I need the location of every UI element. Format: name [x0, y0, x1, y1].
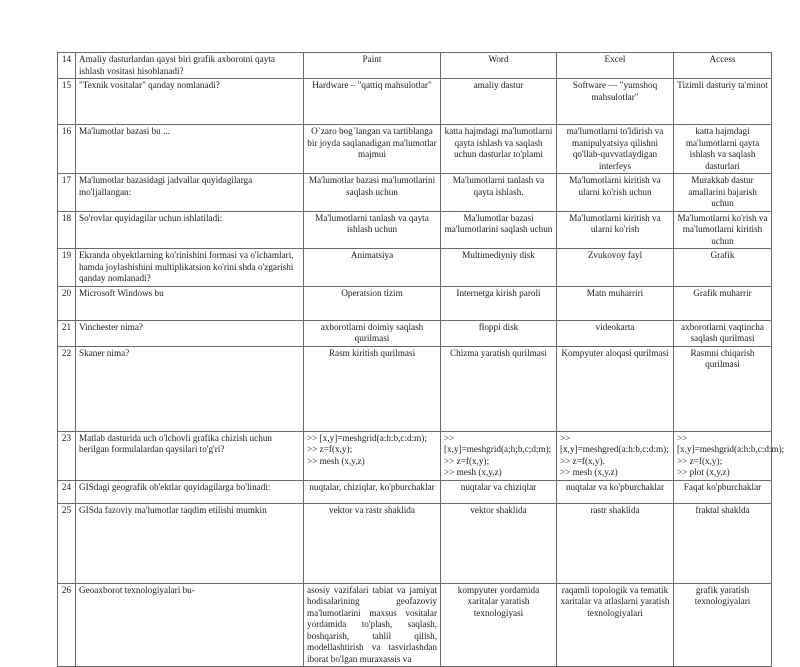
table-row: [58, 583, 772, 667]
answer-c-cell: ma'lumotlarni to'ldirish va manipulyatsiya qilishni qo'llab-quvvatlaydigan interfeys: [557, 125, 674, 174]
answer-b-cell: Internetga kirish paroli: [441, 286, 557, 320]
question-cell: Vinchester nima?: [76, 320, 304, 346]
answer-b-cell: Multimediyniy disk: [441, 249, 557, 287]
answer-c-cell: rastr shaklida: [557, 503, 674, 583]
answer-a-cell: >> [x,y]=meshgrid(a:h:b,c:d:m); >> z=f(x,y); >> mesh (x,y,z): [304, 431, 441, 480]
row-number: 26: [58, 583, 76, 667]
question-cell: Ekranda obyektlarning ko'rinishini formasi va o'lchamlari, hamda joylashishini multiplikatsion ko'rini shda o'zgarishi qanday nomlanadi?: [76, 249, 304, 287]
question-cell: Geoaxborot texnologiyalari bu-: [76, 583, 304, 667]
column-header-word: Word: [441, 53, 557, 79]
answer-c-cell: Zvukovoy fayl: [557, 249, 674, 287]
answer-d-cell: Faqat ko'pburchaklar: [674, 480, 772, 503]
answer-c-cell: nuqtalar va ko'pburchaklar: [557, 480, 674, 503]
answer-d-cell: Rasmni chiqarish qurilmasi: [674, 346, 772, 431]
table-row: [58, 503, 772, 583]
answer-d-cell: Murakkab dastur amallarini bajarish uchun: [674, 174, 772, 212]
answer-d-cell: Ma'lumotlarni ko'rish va ma'lumotlarni kiritish uchun: [674, 211, 772, 249]
answer-d-cell: katta hajmdagi ma'lumotlarni qayta ishlash va saqlash dasturlari: [674, 125, 772, 174]
table-row: [58, 249, 772, 287]
answer-a-cell: nuqtalar, chiziqlar, ko'pburchaklar: [304, 480, 441, 503]
table-row: [58, 286, 772, 320]
question-cell: Skaner nima?: [76, 346, 304, 431]
row-number: 16: [58, 125, 76, 174]
table-row: [58, 79, 772, 125]
answer-a-cell: Animatsiya: [304, 249, 441, 287]
answer-b-cell: Ma'lumotlarni tanlash va qayta ishlash.: [441, 174, 557, 212]
question-cell: GISda fazoviy ma'lumotlar taqdim etilishi mumkin: [76, 503, 304, 583]
answer-c-cell: Software — "yumshoq mahsulotlar": [557, 79, 674, 125]
answer-d-cell: Tizimli dasturiy ta'minot: [674, 79, 772, 125]
answer-d-cell: Grafik: [674, 249, 772, 287]
question-cell: "Texnik vositalar" qanday nomlanadi?: [76, 79, 304, 125]
table-row: [58, 125, 772, 174]
answer-d-cell: axborotlarni vaqtincha saqlash qurilmasi: [674, 320, 772, 346]
question-cell: Microsoft Windows bu: [76, 286, 304, 320]
row-number: 23: [58, 431, 76, 480]
answer-c-cell: videokarta: [557, 320, 674, 346]
question-cell: Matlab dasturida uch o'lchovli grafika chizish uchun berilgan formulalardan qaysilari to'g'ri?: [76, 431, 304, 480]
row-number: 19: [58, 249, 76, 287]
row-number: 17: [58, 174, 76, 212]
table-row: [58, 480, 772, 503]
row-number: 18: [58, 211, 76, 249]
question-cell: So'rovlar quyidagilar uchun ishlatiladi:: [76, 211, 304, 249]
row-number: 22: [58, 346, 76, 431]
column-header-paint: Paint: [304, 53, 441, 79]
column-header-excel: Excel: [557, 53, 674, 79]
row-number: 20: [58, 286, 76, 320]
table-row: [58, 346, 772, 431]
answer-b-cell: katta hajmdagi ma'lumotlarni qayta ishlash va saqlash uchun dasturlar to'plami: [441, 125, 557, 174]
answer-b-cell: nuqtalar va chiziqlar: [441, 480, 557, 503]
table-row: [58, 320, 772, 346]
row-number: 21: [58, 320, 76, 346]
row-number: 15: [58, 79, 76, 125]
row-number: 25: [58, 503, 76, 583]
answer-b-cell: >> [x,y]=meshgrid(a;h;b,c;d;m); >> z=f(x,y); >> mesh (x,y,z): [441, 431, 557, 480]
answer-d-cell: fraktal shaklda: [674, 503, 772, 583]
column-header-access: Access: [674, 53, 772, 79]
answer-a-cell: asosiy vazifalari tabiat va jamiyat hodisalarining geofazoviy ma'lumotlarini maxsus vositalar yordamida to'plash, saqlash, boshqarish, tahlil qilish, modellashtirish va tasvirlashdan iborat bo'lgan muraxassis va: [304, 583, 441, 667]
answer-d-cell: >> [x,y]=meshgrid(a:h:b,c:d:m); >> z=f(x,y); >> plot (x,y,z): [674, 431, 772, 480]
question-cell: Ma'lumotlar bazasi bu ...: [76, 125, 304, 174]
answer-a-cell: Rasm kiritish qurilmasi: [304, 346, 441, 431]
answer-a-cell: Operatsion tizim: [304, 286, 441, 320]
question-table: [57, 52, 785, 667]
answer-d-cell: Grafik muharrir: [674, 286, 772, 320]
answer-a-cell: O`zaro bog`langan va tartiblanga bir joyda saqlanadigan ma'lumotlar majmui: [304, 125, 441, 174]
table-row: [58, 53, 772, 79]
answer-c-cell: Matn muharriri: [557, 286, 674, 320]
answer-b-cell: kompyuter yordamida xaritalar yaratish texnologiyasi: [441, 583, 557, 667]
question-cell: Amaliy dasturlardan qaysi biri grafik axborotni qayta ishlash vositasi hisoblanadi?: [76, 53, 304, 79]
answer-c-cell: Ma'lumotlarni kiritish va ularni ko'rish uchun: [557, 174, 674, 212]
question-cell: GISdagi geografik ob'ektlar quyidagilarga bo'linadi:: [76, 480, 304, 503]
answer-c-cell: >> [x,y]=meshgred(a:h:b,c:d:m); >> z=f(x,y). >> mesh (x,y.z): [557, 431, 674, 480]
answer-a-cell: vektor va rastr shaklida: [304, 503, 441, 583]
question-cell: Ma'lumotlar bazasidagi jadvallar quyidagilarga mo'ljallangan:: [76, 174, 304, 212]
row-number: 14: [58, 53, 76, 79]
answer-b-cell: vektor shaklida: [441, 503, 557, 583]
row-number: 24: [58, 480, 76, 503]
table-row: [58, 211, 772, 249]
answer-b-cell: Ma'lumotlar bazasi ma'lumotlarini saqlash uchun: [441, 211, 557, 249]
answer-c-cell: raqamli topologik va tematik xaritalar va atlaslarni yaratish texnologiyalari: [557, 583, 674, 667]
answer-b-cell: floppi disk: [441, 320, 557, 346]
answer-b-cell: Chizma yaratish qurilmasi: [441, 346, 557, 431]
table-row: [58, 174, 772, 212]
answer-a-cell: Ma'lumotlar bazasi ma'lumotlarini saqlash uchun: [304, 174, 441, 212]
answer-c-cell: Kompyuter aloqasi qurilmasi: [557, 346, 674, 431]
answer-a-cell: Ma'lumotlarni tanlash va qayta ishlash uchun: [304, 211, 441, 249]
answer-a-cell: axborotlarni doimiy saqlash qurilmasi: [304, 320, 441, 346]
answer-d-cell: grafik yaratish texnologiyalari: [674, 583, 772, 667]
answer-c-cell: Ma'lumotlarni kiritish va ularni ko'rish: [557, 211, 674, 249]
answer-b-cell: amaliy dastur: [441, 79, 557, 125]
answer-a-cell: Hardware – "qattiq mahsulotlar": [304, 79, 441, 125]
table-row: [58, 431, 772, 480]
